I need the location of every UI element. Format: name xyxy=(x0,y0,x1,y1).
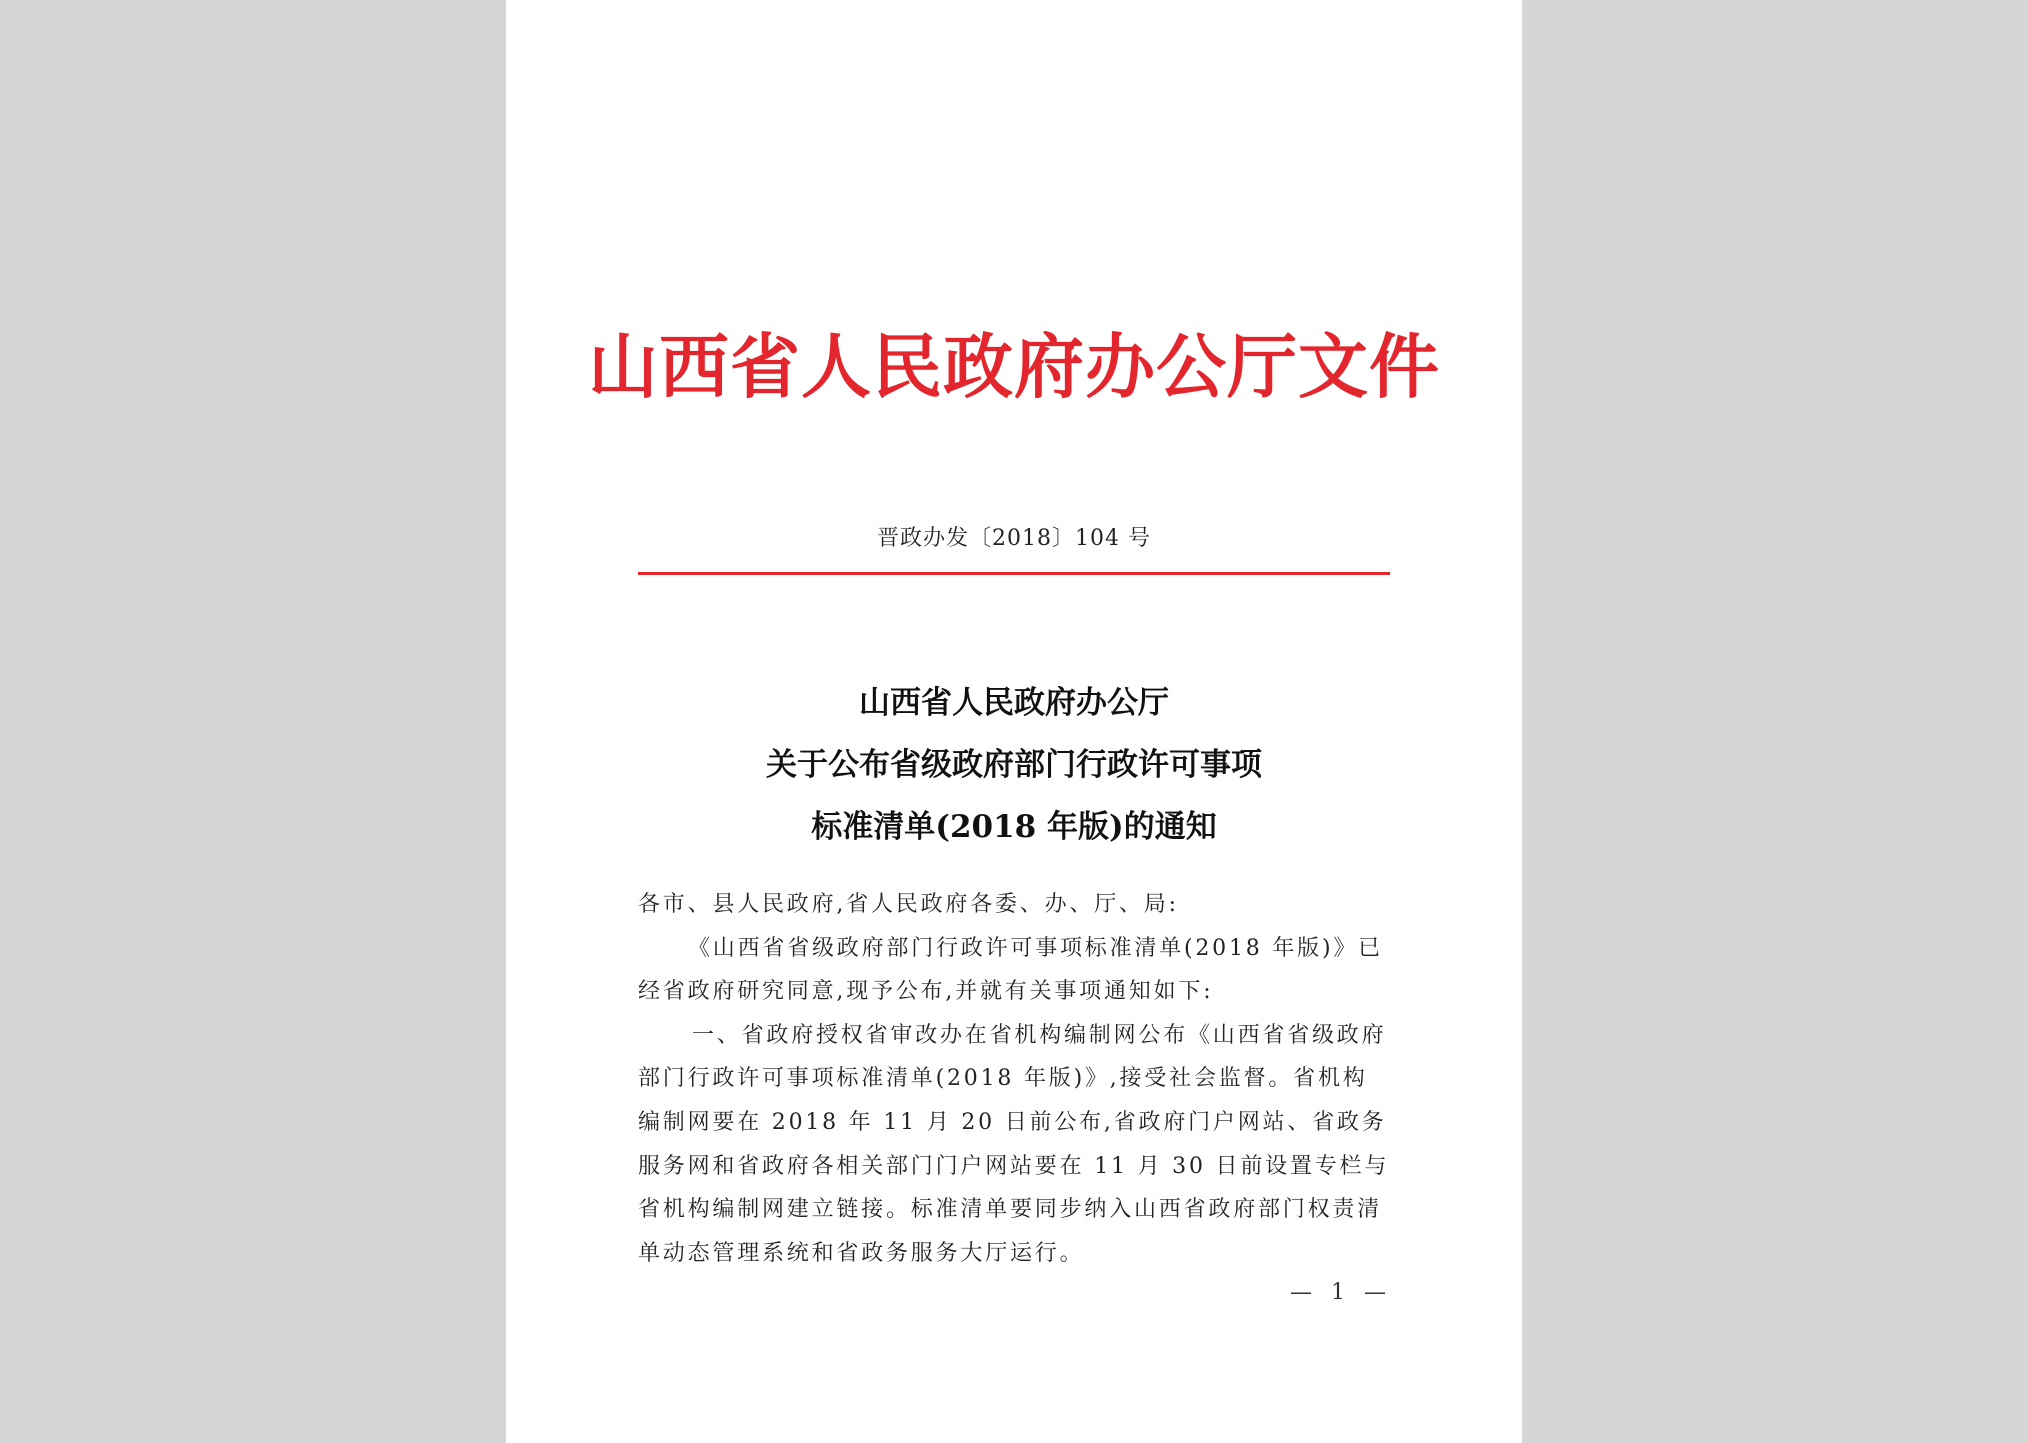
issuer-header: 山西省人民政府办公厅文件 xyxy=(588,325,1440,408)
page-number: — 1 — xyxy=(1290,1280,1392,1305)
body-paragraph-2: 一、省政府授权省审改办在省机构编制网公布《山西省省级政府部门行政许可事项标准清单(2018 年版)》,接受社会监督。省机构编制网要在 2018 年 11 月 20 日前公布,省政府门户网站、省政务服务网和省政府各相关部门门户网站要在 11 月 30 日前设置专栏与省机构编制网建立链接。标准清单要同步纳入山西省政府部门权责清单动态管理系统和省政务服务大厅运行。 xyxy=(638,1022,1390,1266)
notice-title xyxy=(506,672,1522,858)
document-number: 晋政办发〔2018〕104 号 xyxy=(877,526,1151,551)
title-line-3: 标准清单(2018 年版)的通知 xyxy=(811,809,1217,845)
body-paragraph-1: 《山西省省级政府部门行政许可事项标准清单(2018 年版)》已经省政府研究同意,现予公布,并就有关事项通知如下: xyxy=(638,935,1383,1005)
title-line-2: 关于公布省级政府部门行政许可事项 xyxy=(766,747,1262,783)
document-body xyxy=(638,883,1392,1275)
salutation: 各市、县人民政府,省人民政府各委、办、厅、局: xyxy=(638,892,1179,917)
document-page xyxy=(506,0,1522,1443)
title-line-1: 山西省人民政府办公厅 xyxy=(859,685,1169,721)
red-divider xyxy=(638,572,1390,575)
